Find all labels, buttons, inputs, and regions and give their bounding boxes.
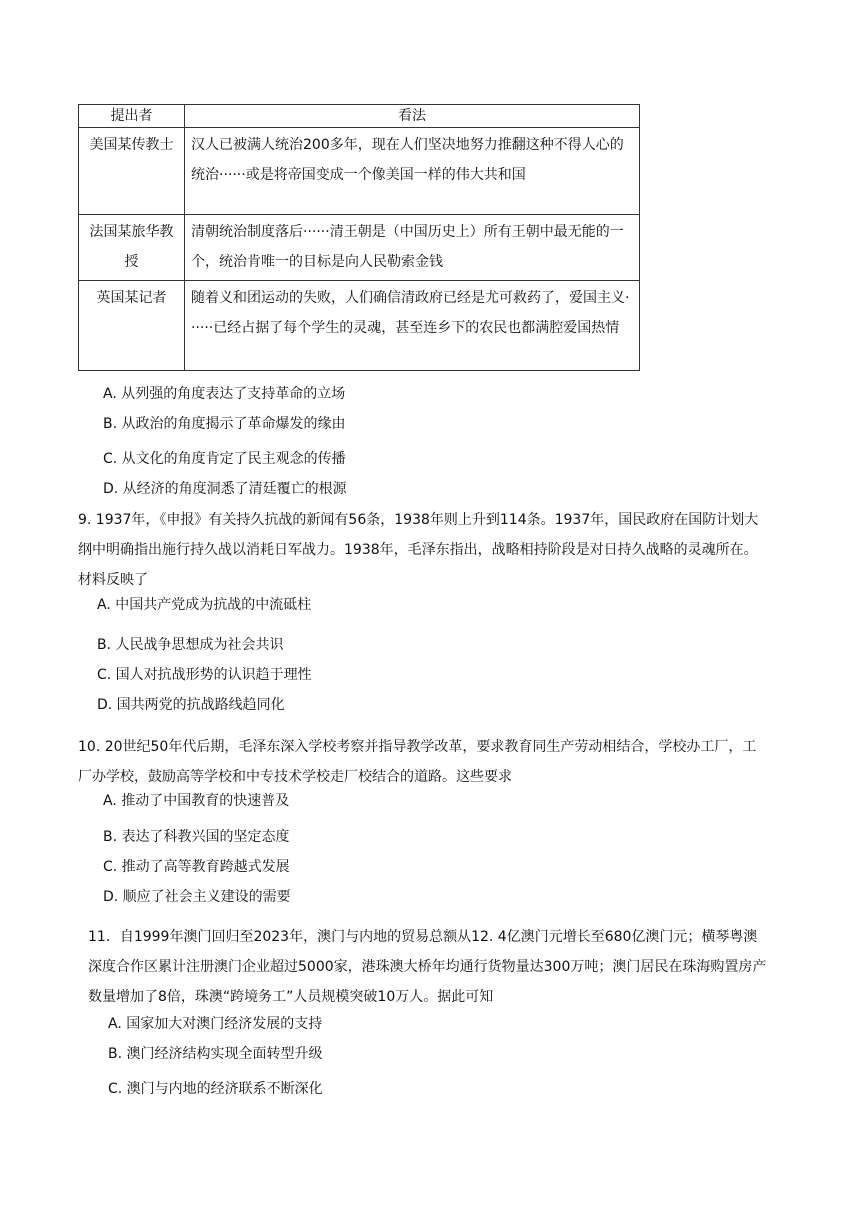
table-header-row [79, 105, 640, 128]
q9-option-c: C. 国人对抗战形势的认识趋于理性 [97, 667, 312, 683]
proposer-cell: 法国某旅华教授 [79, 215, 185, 281]
q10-option-d: D. 顺应了社会主义建设的需要 [103, 889, 291, 905]
q11-stem: 11．自1999年澳门回归至2023年，澳门与内地的贸易总额从12. 4亿澳门元增长至680亿澳门元；横琴粤澳深度合作区累计注册澳门企业超过5000家，港珠澳大桥年均通行货物量达300万吨；澳门居民在珠海购置房产数量增加了8倍，珠澳“跨境务工”人员规模突破10万人。据此可知 [88, 929, 767, 1005]
q11-option-b: B. 澳门经济结构实现全面转型升级 [108, 1046, 323, 1062]
q9-option-b: B. 人民战争思想成为社会共识 [97, 637, 284, 653]
q10-option-b: B. 表达了科教兴国的坚定态度 [103, 829, 290, 845]
table-row [79, 128, 640, 215]
table-row [79, 281, 640, 371]
opinions-table [78, 104, 640, 371]
table-row [79, 215, 640, 281]
q11-option-c: C. 澳门与内地的经济联系不断深化 [108, 1081, 323, 1097]
proposer-cell: 英国某记者 [79, 281, 185, 371]
q9-option-d: D. 国共两党的抗战路线趋同化 [97, 697, 285, 713]
q10-option-a: A. 推动了中国教育的快速普及 [103, 793, 290, 809]
q10-option-c: C. 推动了高等教育跨越式发展 [103, 859, 290, 875]
q9-option-a: A. 中国共产党成为抗战的中流砥柱 [97, 597, 312, 613]
proposer-cell: 美国某传教士 [79, 128, 185, 215]
q8-option-d: D. 从经济的角度洞悉了清廷覆亡的根源 [103, 481, 347, 497]
q8-option-a: A. 从列强的角度表达了支持革命的立场 [103, 386, 346, 402]
q8-option-b: B. 从政治的角度揭示了革命爆发的缘由 [103, 416, 346, 432]
q10-stem: 10. 20世纪50年代后期，毛泽东深入学校考察并指导教学改革，要求教育同生产劳动相结合，学校办工厂，工厂办学校，鼓励高等学校和中专技术学校走厂校结合的道路。这些要求 [78, 739, 757, 785]
q8-option-c: C. 从文化的角度肯定了民主观念的传播 [103, 451, 346, 467]
header-view: 看法 [185, 105, 640, 128]
header-proposer: 提出者 [79, 105, 185, 128]
view-cell: 随着义和团运动的失败，人们确信清政府已经是尤可救药了，爱国主义······已经占据了每个学生的灵魂，甚至连乡下的农民也都满腔爱国热情 [185, 281, 640, 371]
q9-stem: 9. 1937年，《申报》有关持久抗战的新闻有56条，1938年则上升到114条。1937年，国民政府在国防计划大纲中明确指出施行持久战以消耗日军战力。1938年，毛泽东指出，战略相持阶段是对日持久战略的灵魂所在。材料反映了 [78, 512, 759, 588]
view-cell: 清朝统治制度落后······清王朝是（中国历史上）所有王朝中最无能的一个，统治肯唯一的目标是向人民勒索金钱 [185, 215, 640, 281]
view-cell: 汉人已被满人统治200多年，现在人们坚决地努力推翻这种不得人心的统治······或是将帝国变成一个像美国一样的伟大共和国 [185, 128, 640, 215]
q11-option-a: A. 国家加大对澳门经济发展的支持 [108, 1016, 323, 1032]
